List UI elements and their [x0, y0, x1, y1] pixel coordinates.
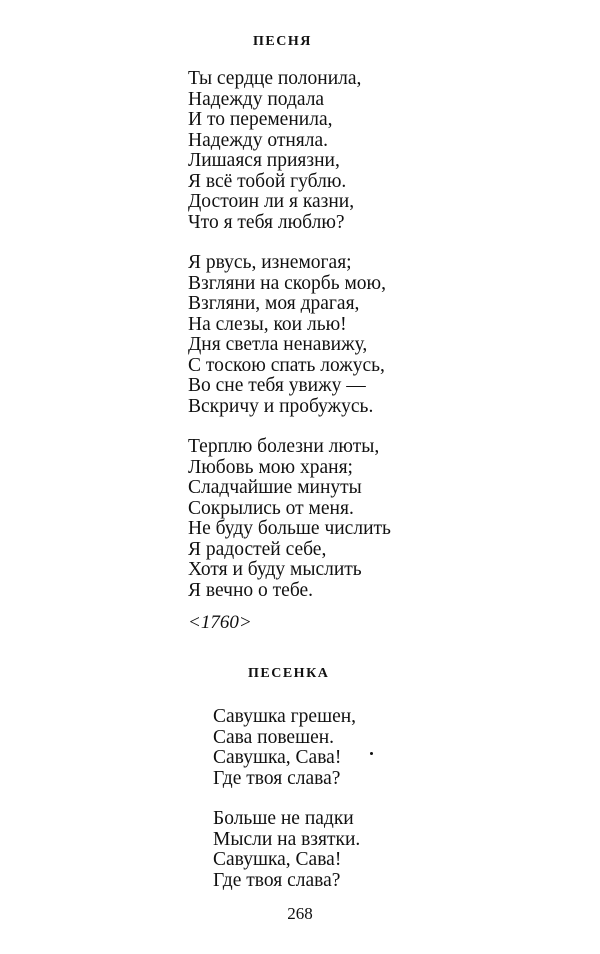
- poem-line: Хотя и буду мыслить: [188, 559, 362, 580]
- stanza: [213, 707, 360, 789]
- poem-line: Любовь мою храня;: [188, 456, 353, 478]
- poem-line: Терплю болезни люты,: [188, 436, 380, 457]
- poem-line: Дня светла ненавижу,: [188, 334, 368, 355]
- poem-line: Мысли на взятки.: [213, 828, 361, 850]
- poem-line: Савушка, Сава!: [213, 849, 342, 870]
- poem-line: Я вечно о тебе.: [188, 579, 314, 601]
- poem-title: ПЕСЕНКА: [248, 666, 330, 681]
- poem-line: Достоин ли я казни,: [188, 191, 355, 212]
- poem-line: Савушка грешен,: [213, 706, 357, 727]
- poem-line: Вскричу и пробужусь.: [188, 395, 374, 417]
- poem-line: Взгляни на скорбь мою,: [188, 272, 386, 294]
- stanza: [188, 437, 391, 601]
- poem-line: На слезы, кои лью!: [188, 313, 347, 335]
- stanza: [213, 809, 360, 891]
- poem-line: Во сне тебя увижу —: [188, 375, 366, 396]
- poem-line: Что я тебя люблю?: [188, 211, 345, 233]
- poem-line: Ты сердце полонила,: [188, 68, 362, 89]
- poem-line: И то переменила,: [188, 109, 333, 130]
- print-speck: [370, 752, 373, 755]
- poem-line: Я рвусь, изнемогая;: [188, 252, 352, 273]
- poem-line: Я радостей себе,: [188, 538, 327, 560]
- poem-line: Где твоя слава?: [213, 767, 341, 789]
- poem-line: Больше не падки: [213, 808, 354, 829]
- poem-title: ПЕСНЯ: [253, 34, 312, 49]
- poem-line: Сава повешен.: [213, 726, 335, 748]
- poem-line: Сокрылись от меня.: [188, 497, 354, 519]
- poem-line: Я всё тобой гублю.: [188, 170, 347, 192]
- poem-line: Надежду подала: [188, 88, 325, 110]
- stanza: [188, 253, 391, 417]
- poem-line: Надежду отняла.: [188, 129, 329, 151]
- poem-line: Не буду больше числить: [188, 518, 391, 539]
- poem-line: Лишаяся приязни,: [188, 150, 340, 171]
- poem-line: Сладчайшие минуты: [188, 477, 362, 498]
- poem-line: С тоскою спать ложусь,: [188, 354, 385, 376]
- page-number: 268: [287, 904, 313, 923]
- poem-body: [188, 69, 391, 601]
- poem-line: Где твоя слава?: [213, 869, 341, 891]
- poem-date: <1760>: [188, 612, 252, 633]
- poem-line: Взгляни, моя драгая,: [188, 293, 360, 314]
- poem-body: [213, 707, 360, 891]
- stanza: [188, 69, 391, 233]
- poem-line: Савушка, Сава!: [213, 747, 342, 768]
